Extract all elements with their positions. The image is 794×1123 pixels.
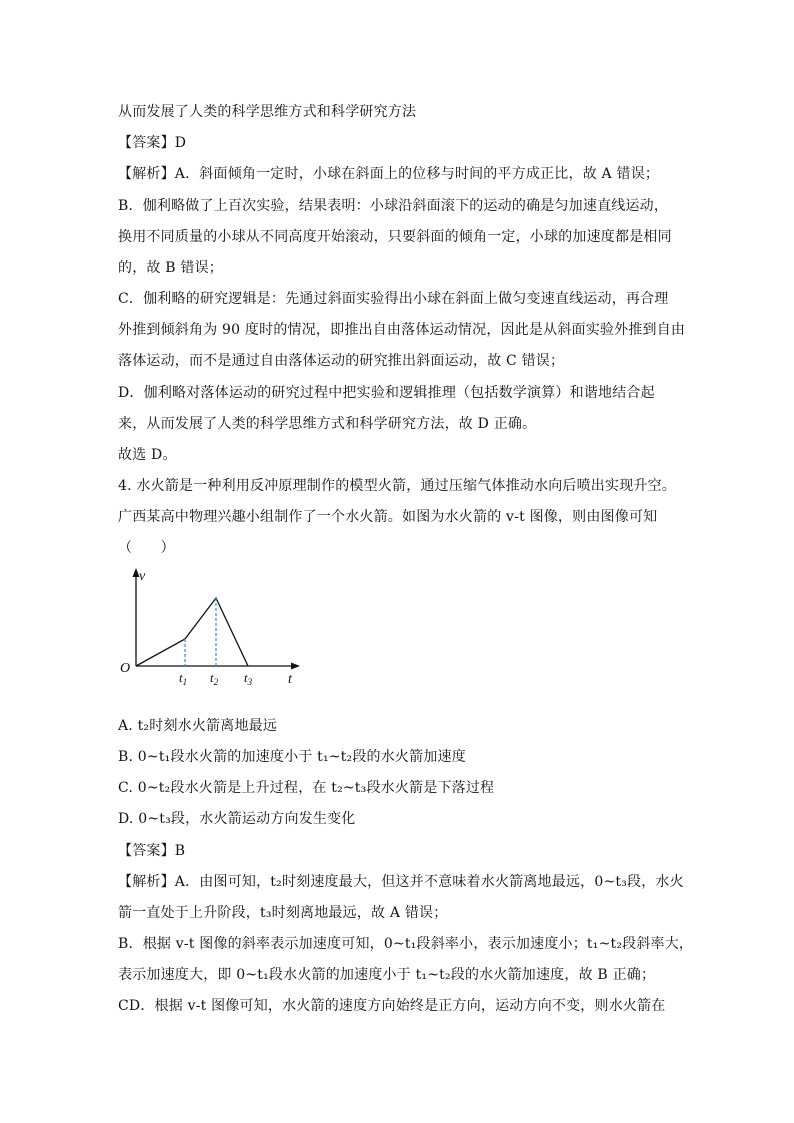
text-line: 箭一直处于上升阶段，t₃时刻离地最远，故 A 错误； [118,905,448,921]
text-line: C．伽利略的研究逻辑是：先通过斜面实验得出小球在斜面上做匀变速直线运动，再合理 [118,291,669,307]
vt-curve [136,598,248,666]
question-line: 4. 水火箭是一种利用反冲原理制作的模型火箭，通过压缩气体推动水向后喷出实现升空。 [118,478,677,494]
tick-label-t3: $t_3$ [244,670,253,687]
option-b: B. 0~t₁段水火箭的加速度小于 t₁~t₂段的水火箭加速度 [118,749,466,765]
text-line: B．伽利略做了上百次实验，结果表明：小球沿斜面滚下的运动的确是匀加速直线运动， [118,198,669,214]
question-line: 广西某高中物理兴趣小组制作了一个水火箭。如图为水火箭的 v-t 图像，则由图像可知 [118,509,658,525]
analysis-line: 【解析】A．由图可知，t₂时刻速度最大，但这并不意味着水火箭离地最远，0~t₃段，水火 [118,874,684,890]
text-line: CD．根据 v-t 图像可知，水火箭的速度方向始终是正方向，运动方向不变，则水火箭在 [118,998,666,1014]
tick-label-t1: $t_1$ [179,670,188,687]
option-a: A. t₂时刻水火箭离地最远 [118,718,278,734]
text-line: 的，故 B 错误； [118,260,223,276]
answer-line: 【答案】B [118,843,186,859]
vt-graph [112,562,312,692]
text-line: D．伽利略对落体运动的研究过程中把实验和逻辑推理（包括数学演算）和谐地结合起 [118,385,655,401]
text-line: 故选 D。 [118,447,177,463]
y-axis-label: v [139,569,146,584]
text-line: 换用不同质量的小球从不同高度开始滚动，只要斜面的倾角一定，小球的加速度都是相同 [118,229,672,245]
text-line: 从而发展了人类的科学思维方式和科学研究方法 [118,104,417,120]
text-line: 来，从而发展了人类的科学思维方式和科学研究方法，故 D 正确。 [118,416,537,432]
tick-label-t2: $t_2$ [210,670,219,687]
text-line: B．根据 v-t 图像的斜率表示加速度可知，0~t₁段斜率小，表示加速度小；t₁~t₂段斜率大， [118,936,694,952]
option-c: C. 0~t₂段水火箭是上升过程，在 t₂~t₃段水火箭是下落过程 [118,780,495,796]
analysis-line: 【解析】A．斜面倾角一定时，小球在斜面上的位移与时间的平方成正比，故 A 错误； [118,166,660,182]
x-axis-arrow [291,663,300,670]
text-line: 落体运动，而不是通过自由落体运动的研究推出斜面运动，故 C 错误； [118,353,565,369]
answer-blank: （ ） [118,540,175,556]
option-d: D. 0~t₃段，水火箭运动方向发生变化 [118,811,356,827]
origin-label: O [120,661,131,676]
text-line: 外推到倾斜角为 90 度时的情况，即推出自由落体运动情况，因此是从斜面实验外推到自由 [118,322,686,338]
x-axis-label: t [288,672,292,687]
text-line: 表示加速度大，即 0~t₁段水火箭的加速度小于 t₁~t₂段的水火箭加速度，故 B 正确； [118,967,656,983]
answer-line: 【答案】D [118,135,187,151]
